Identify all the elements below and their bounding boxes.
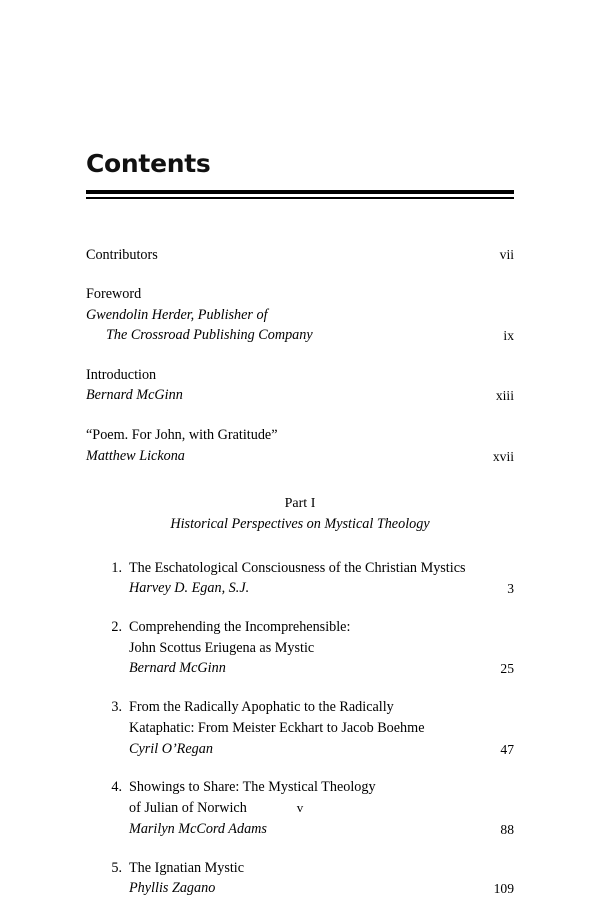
chapter-title-line: Showings to Share: The Mystical Theology bbox=[129, 779, 376, 796]
chapter-author: Marilyn McCord Adams bbox=[129, 820, 267, 837]
chapter-page: 109 bbox=[493, 881, 514, 897]
chapter-title-line: The Ignatian Mystic bbox=[129, 859, 245, 876]
toc-entry-title: Introduction bbox=[86, 366, 157, 383]
title-rule-thin bbox=[86, 197, 514, 199]
part-label: Part I bbox=[284, 496, 316, 512]
chapter-number: 2. bbox=[111, 619, 122, 636]
chapter-title-line: of Julian of Norwich bbox=[129, 800, 247, 817]
folio-number: v bbox=[296, 800, 304, 815]
chapter-row[interactable] bbox=[86, 558, 514, 599]
chapter-row[interactable] bbox=[86, 617, 514, 679]
toc-entry-introduction[interactable] bbox=[86, 365, 514, 406]
chapter-number: 3. bbox=[111, 699, 122, 716]
toc-entry-page: ix bbox=[503, 328, 514, 344]
chapter-row[interactable] bbox=[86, 697, 514, 759]
chapter-title-line: From the Radically Apophatic to the Radically bbox=[129, 699, 394, 716]
toc-entry-author: Gwendolin Herder, Publisher of bbox=[86, 306, 268, 323]
toc-entry-poem[interactable] bbox=[86, 425, 514, 466]
chapter-author: Phyllis Zagano bbox=[129, 880, 216, 897]
chapter-title-line: Kataphatic: From Meister Eckhart to Jacob Boehme bbox=[129, 719, 425, 736]
title-rule-thick bbox=[86, 190, 514, 194]
toc-entry-page: xiii bbox=[495, 388, 514, 404]
chapter-page: 3 bbox=[507, 581, 514, 597]
chapter-title-line: John Scottus Eriugena as Mystic bbox=[129, 639, 315, 656]
chapter-body bbox=[129, 858, 514, 899]
toc-entry-author-cont: The Crossroad Publishing Company bbox=[106, 327, 313, 344]
toc-entry-contributors[interactable] bbox=[86, 245, 514, 266]
page-title: Contents bbox=[86, 149, 211, 178]
chapter-list bbox=[86, 558, 514, 899]
part-subtitle: Historical Perspectives on Mystical Theology bbox=[170, 516, 430, 533]
chapter-body bbox=[129, 697, 514, 759]
chapter-title-line: Comprehending the Incomprehensible: bbox=[129, 619, 351, 636]
chapter-number: 1. bbox=[111, 559, 122, 576]
chapter-author: Bernard McGinn bbox=[129, 660, 226, 677]
toc-entry-title: Contributors bbox=[86, 246, 158, 263]
front-matter-list bbox=[86, 245, 514, 467]
toc-entry-page: vii bbox=[499, 247, 514, 263]
chapter-page: 47 bbox=[500, 741, 514, 757]
toc-entry-page: xvii bbox=[492, 448, 514, 464]
chapter-number: 5. bbox=[111, 859, 122, 876]
chapter-page: 88 bbox=[500, 821, 514, 837]
toc-entry-title: “Poem. For John, with Gratitude” bbox=[86, 427, 278, 444]
chapter-body bbox=[129, 558, 514, 599]
chapter-row[interactable] bbox=[86, 858, 514, 899]
toc-entry-author: Matthew Lickona bbox=[86, 447, 185, 464]
chapter-page: 25 bbox=[500, 661, 514, 677]
chapter-body bbox=[129, 617, 514, 679]
chapter-author: Harvey D. Egan, S.J. bbox=[129, 580, 250, 597]
toc-entry-foreword[interactable] bbox=[86, 284, 514, 346]
toc-entry-author: Bernard McGinn bbox=[86, 387, 183, 404]
part-heading bbox=[86, 493, 514, 535]
chapter-title-line: The Eschatological Consciousness of the Christian Mystics bbox=[129, 559, 466, 576]
chapter-author: Cyril O’Regan bbox=[129, 740, 213, 757]
toc-entry-title: Foreword bbox=[86, 286, 142, 303]
chapter-number: 4. bbox=[111, 779, 122, 796]
